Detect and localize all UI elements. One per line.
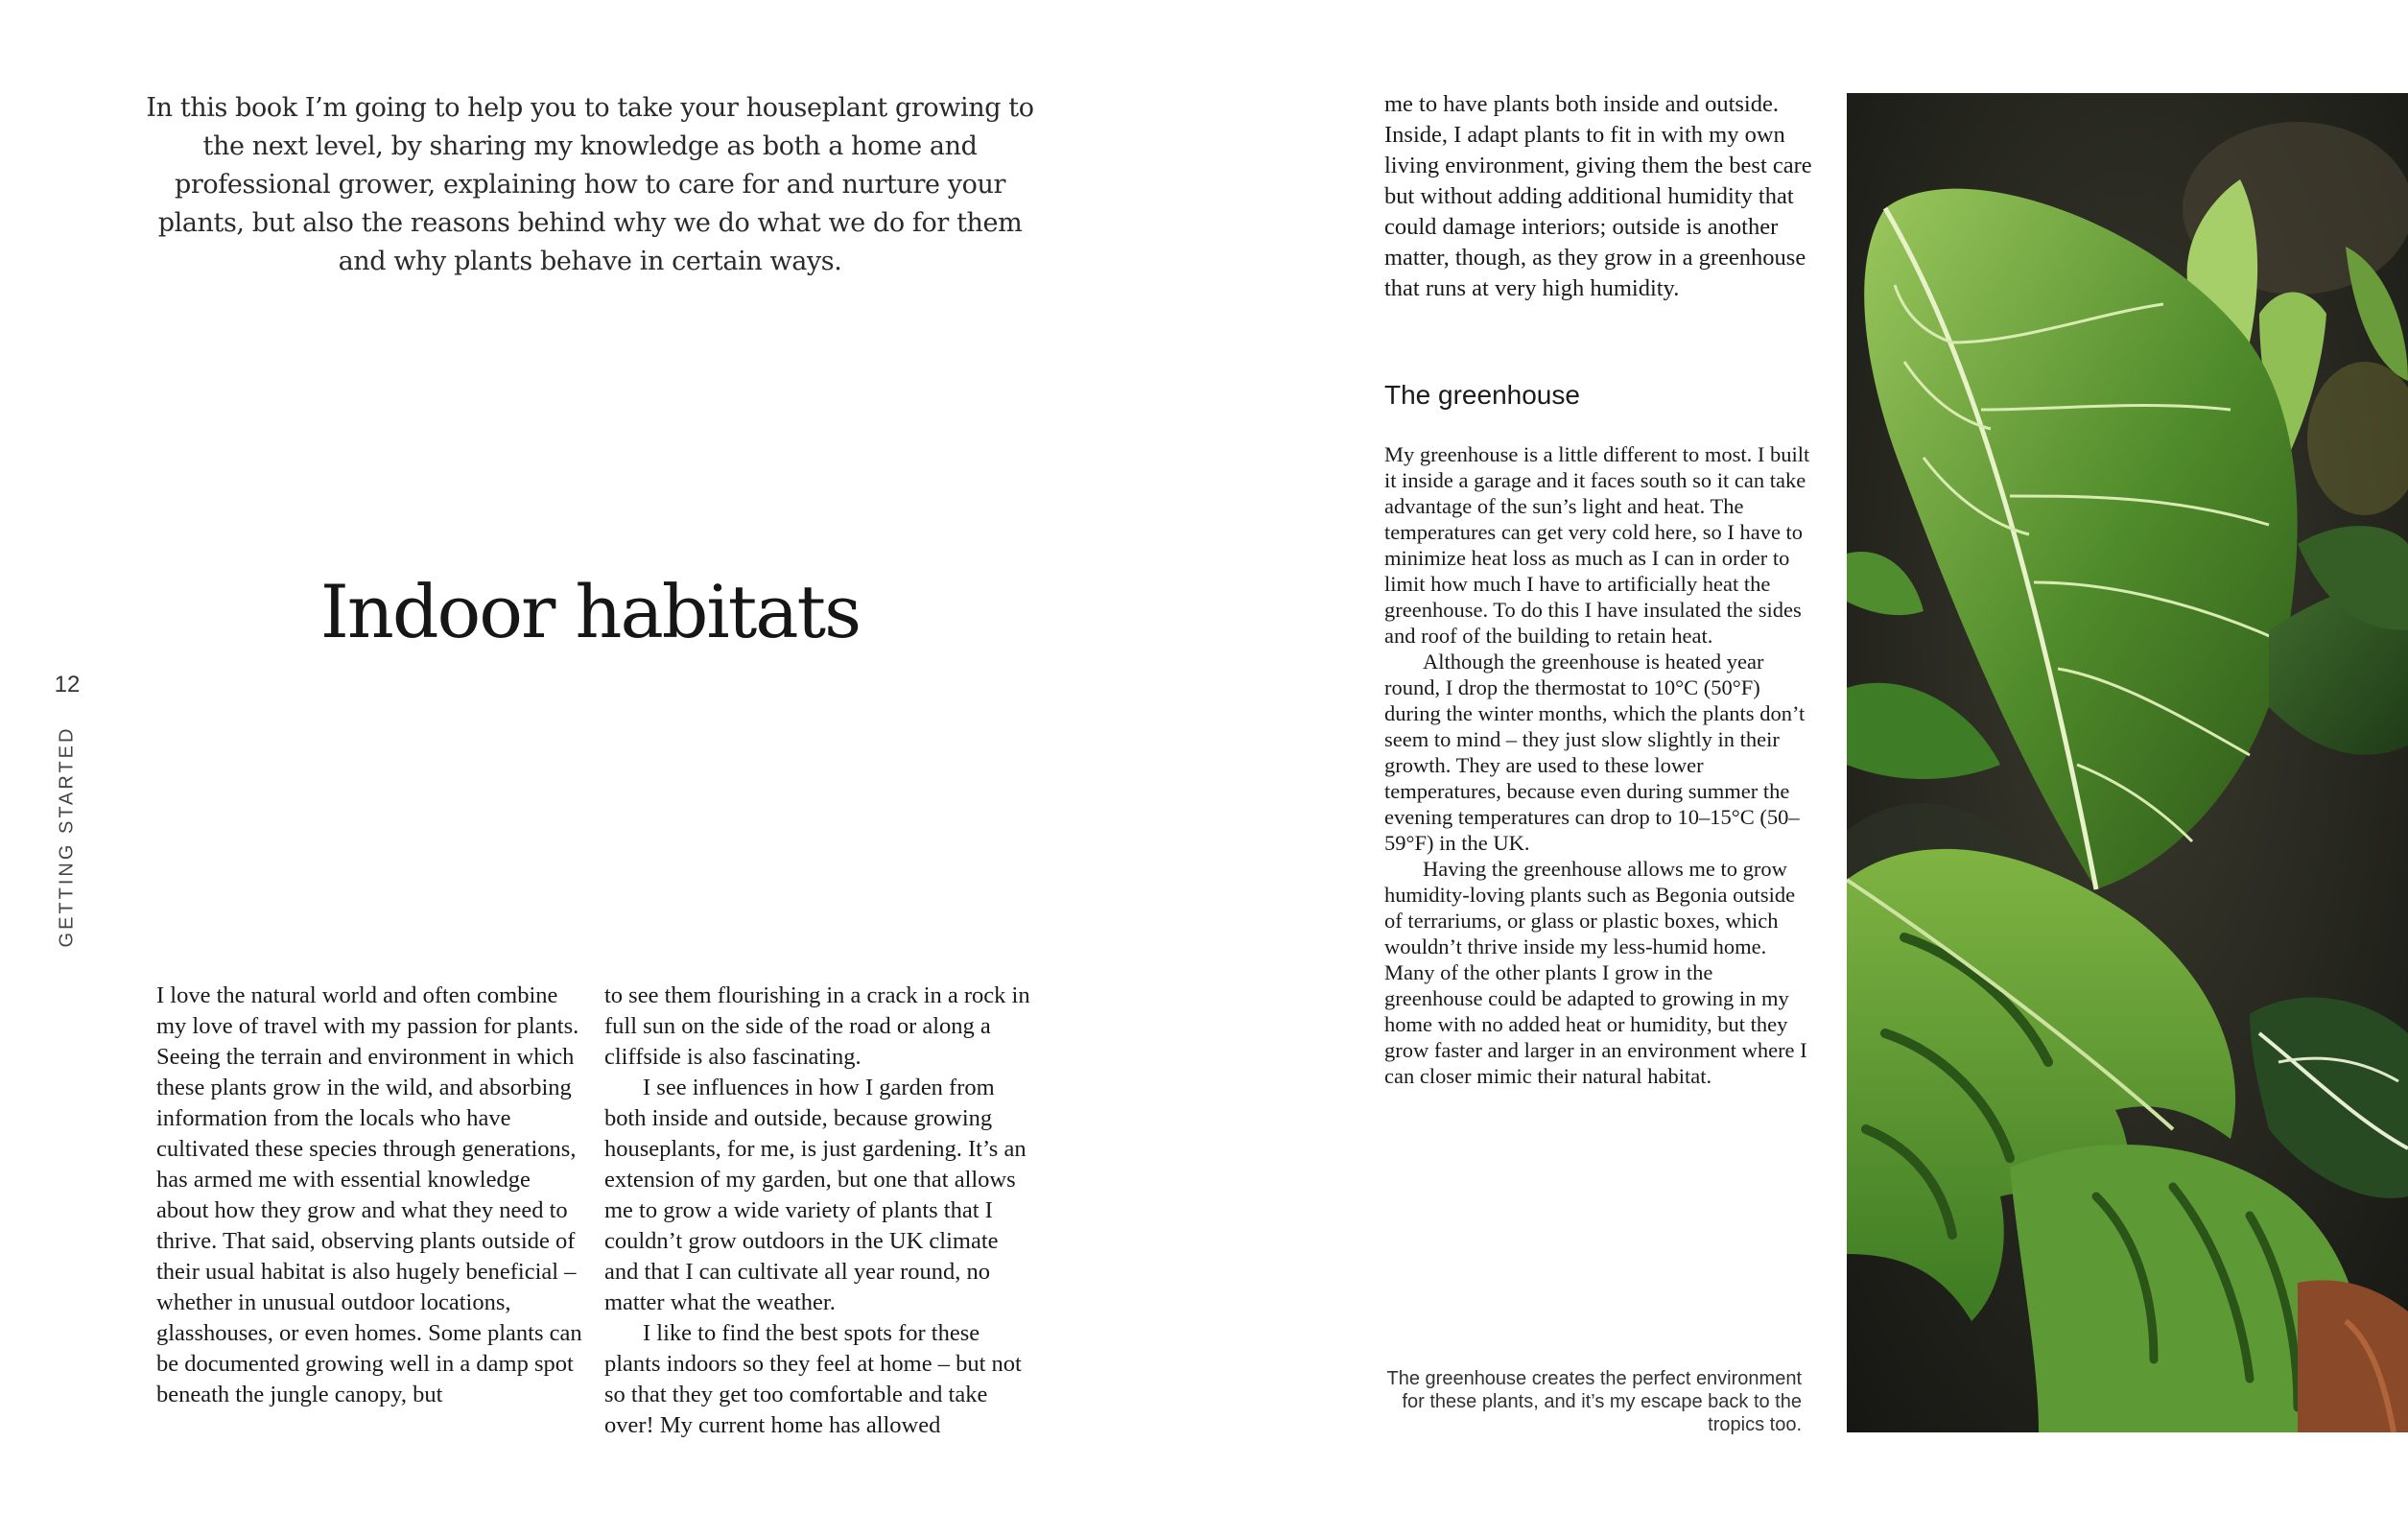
body-paragraph: I see influences in how I garden from both inside and outside, because growing houseplants, for me, is just gardening. It’s an extension of my garden, but one that allows me to grow a wide variety of plants that I couldn’t grow outdoors in the UK climate and that I can cultivate all year round, no matter what the weather. xyxy=(604,1075,1027,1315)
right-page xyxy=(1204,0,2408,1537)
body-column-right xyxy=(1384,89,1816,304)
body-column-1 xyxy=(156,981,588,1410)
body-paragraph: Although the greenhouse is heated year round, I drop the thermostat to 10°C (50°F) during the winter months, which the plants don’t seem to mind – they just slow slightly in their growth. They are used to these lower temperatures, because even during summer the evening temperatures can drop to 10–15°C (50–59°F) in the UK. xyxy=(1384,650,1806,855)
page-number: 12 xyxy=(54,672,81,698)
body-paragraph: me to have plants both inside and outside. Inside, I adapt plants to fit in with my own living environment, giving them the best care but without adding additional humidity that could damage interiors; outside is another matter, though, as they grow in a greenhouse that runs at very high humidity. xyxy=(1384,91,1812,301)
photo-caption: The greenhouse creates the perfect environment for these plants, and it’s my escape back to the tropics too. xyxy=(1386,1368,1802,1435)
body-column-2 xyxy=(604,981,1036,1441)
body-paragraph: to see them flourishing in a crack in a rock in full sun on the side of the road or along a cliffside is also fascinating. xyxy=(604,982,1030,1070)
greenhouse-column xyxy=(1384,441,1816,1089)
body-paragraph: Having the greenhouse allows me to grow humidity-loving plants such as Begonia outside of terrariums, or glass or plastic boxes, which wouldn’t thrive inside my less-humid home. Many of the other plants I grow in the greenhouse could be adapted to growing in my home with no added heat or humidity, but they grow faster and larger in an environment where I can closer mimic their natural habitat. xyxy=(1384,857,1807,1088)
section-label: GETTING STARTED xyxy=(56,725,78,948)
section-heading: The greenhouse xyxy=(1384,380,1580,410)
body-paragraph: My greenhouse is a little different to most. I built it inside a garage and it faces south so it can take advantage of the sun’s light and heat. The temperatures can get very cold here, so I have to minimize heat loss as much as I can in order to limit how much I have to artificially heat the greenhouse. To do this I have insulated the sides and roof of the building to retain heat. xyxy=(1384,442,1810,648)
chapter-title: Indoor habitats xyxy=(319,569,861,654)
body-paragraph: I love the natural world and often combine my love of travel with my passion for plants. Seeing the terrain and environment in which these plants grow in the wild, and absorbing information from the locals who have cultivated these species through generations, has armed me with essential knowledge about how they grow and what they need to thrive. That said, observing plants outside of their usual habitat is also hugely beneficial – whether in unusual outdoor locations, glasshouses, or even homes. Some plants can be documented growing well in a damp spot beneath the jungle canopy, but xyxy=(156,982,582,1407)
body-paragraph: I like to find the best spots for these plants indoors so they feel at home – but not so that they get too comfortable and take over! My current home has allowed xyxy=(604,1320,1022,1438)
greenhouse-plants-photo xyxy=(1847,93,2408,1432)
intro-paragraph: In this book I’m going to help you to take your houseplant growing to the next level, by sharing my knowledge as both a home and professional grower, explaining how to care for and nurture your plants, but also the reasons behind why we do what we do for them and why plants behave in certain ways. xyxy=(146,93,1034,276)
